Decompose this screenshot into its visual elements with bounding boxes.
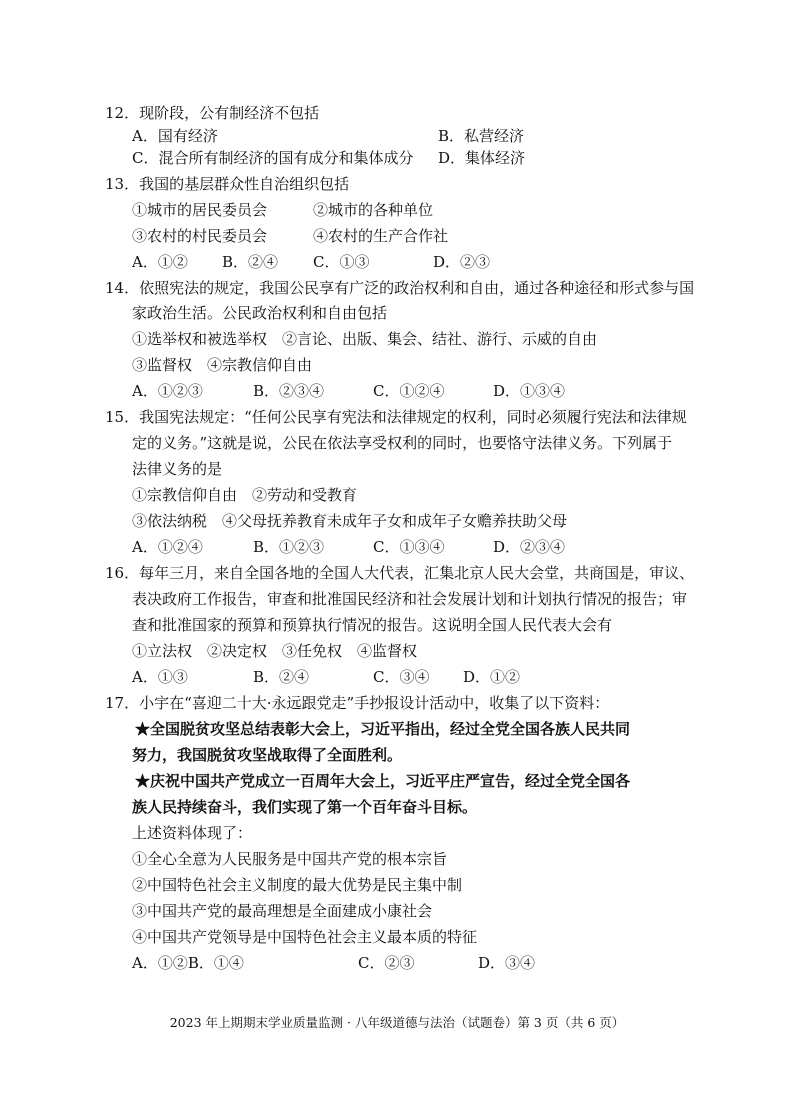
- q17-item-2: ②中国特色社会主义制度的最大优势是民主集中制: [132, 876, 463, 894]
- q14-stem-line-1: 14．依照宪法的规定，我国公民享有广泛的政治权利和自由，通过各种途径和形式参与国: [105, 279, 695, 297]
- q15-option-a: A．①②④: [132, 538, 203, 556]
- q17-item-4: ④中国共产党领导是中国特色社会主义最本质的特征: [132, 928, 478, 946]
- q12-stem: 12．现阶段，公有制经济不包括: [105, 104, 320, 122]
- q13-stem: 13．我国的基层群众性自治组织包括: [105, 175, 350, 193]
- q17-material-line-2: 努力，我国脱贫攻坚战取得了全面胜利。: [132, 746, 403, 764]
- q13-option-b: B．②④: [222, 253, 279, 271]
- q15-item-line-2: ③依法纳税 ④父母抚养教育未成年子女和成年子女赡养扶助父母: [132, 512, 568, 530]
- q17-option-ab: A．①②B．①④: [132, 954, 244, 972]
- q13-item-1: ①城市的居民委员会: [132, 201, 268, 219]
- q14-option-c: C．①②④: [373, 382, 445, 400]
- q12-option-a: A．国有经济: [132, 127, 218, 145]
- q17-stem: 17．小宇在“喜迎二十大·永远跟党走”手抄报设计活动中，收集了以下资料：: [105, 694, 610, 712]
- q16-stem-line-1: 16．每年三月，来自全国各地的全国人大代表，汇集北京人民大会堂，共商国是，审议、: [105, 564, 695, 582]
- q17-item-3: ③中国共产党的最高理想是全面建成小康社会: [132, 902, 433, 920]
- q16-option-c: C．③④: [373, 668, 430, 686]
- q15-option-d: D．②③④: [493, 538, 566, 556]
- q16-option-d: D．①②: [463, 668, 521, 686]
- q14-option-b: B．②③④: [253, 382, 325, 400]
- q17-prompt: 上述资料体现了：: [132, 824, 253, 842]
- q16-stem-line-2: 表决政府工作报告，审查和批准国民经济和社会发展计划和计划执行情况的报告；审: [132, 590, 688, 608]
- q13-option-c: C．①③: [313, 253, 370, 271]
- q15-stem-line-1: 15．我国宪法规定：“任何公民享有宪法和法律规定的权利，同时必须履行宪法和法律规: [105, 408, 687, 426]
- q17-option-c: C．②③: [358, 954, 415, 972]
- q16-stem-line-3: 查和批准国家的预算和预算执行情况的报告。这说明全国人民代表大会有: [132, 616, 613, 634]
- q15-item-line-1: ①宗教信仰自由 ②劳动和受教育: [132, 486, 358, 504]
- q15-stem-line-2: 定的义务。”这就是说，公民在依法享受权利的同时，也要恪守法律义务。下列属于: [132, 434, 673, 452]
- q14-option-a: A．①②③: [132, 382, 203, 400]
- q15-option-b: B．①②③: [253, 538, 325, 556]
- q14-item-line-2: ③监督权 ④宗教信仰自由: [132, 356, 313, 374]
- q14-item-line-1: ①选举权和被选举权 ②言论、出版、集会、结社、游行、示威的自由: [132, 330, 598, 348]
- q13-item-2: ②城市的各种单位: [313, 201, 434, 219]
- q13-option-a: A．①②: [132, 253, 188, 271]
- q17-item-1: ①全心全意为人民服务是中国共产党的根本宗旨: [132, 850, 448, 868]
- page-footer: 2023 年上期期末学业质量监测 · 八年级道德与法治（试题卷）第 3 页（共 6 页）: [169, 1015, 625, 1030]
- q16-option-b: B．②④: [253, 668, 310, 686]
- q17-option-d: D．③④: [478, 954, 536, 972]
- q12-option-b: B．私营经济: [438, 127, 525, 145]
- q13-item-4: ④农村的生产合作社: [313, 227, 449, 245]
- q16-option-a: A．①③: [132, 668, 188, 686]
- q13-option-d: D．②③: [433, 253, 491, 271]
- q17-material-line-1: ★全国脱贫攻坚总结表彰大会上，习近平指出，经过全党全国各族人民共同: [135, 720, 631, 738]
- q15-option-c: C．①③④: [373, 538, 445, 556]
- q13-item-3: ③农村的村民委员会: [132, 227, 268, 245]
- q15-stem-line-3: 法律义务的是: [132, 460, 223, 478]
- q14-stem-line-2: 家政治生活。公民政治权利和自由包括: [132, 304, 388, 322]
- q14-option-d: D．①③④: [493, 382, 566, 400]
- q16-items: ①立法权 ②决定权 ③任免权 ④监督权: [132, 642, 418, 660]
- q12-option-c: C．混合所有制经济的国有成分和集体成分: [132, 149, 414, 167]
- q12-option-d: D．集体经济: [438, 149, 526, 167]
- q17-material-line-4: 族人民持续奋斗，我们实现了第一个百年奋斗目标。: [132, 798, 478, 816]
- q17-material-line-3: ★庆祝中国共产党成立一百周年大会上，习近平庄严宣告，经过全党全国各: [135, 772, 631, 790]
